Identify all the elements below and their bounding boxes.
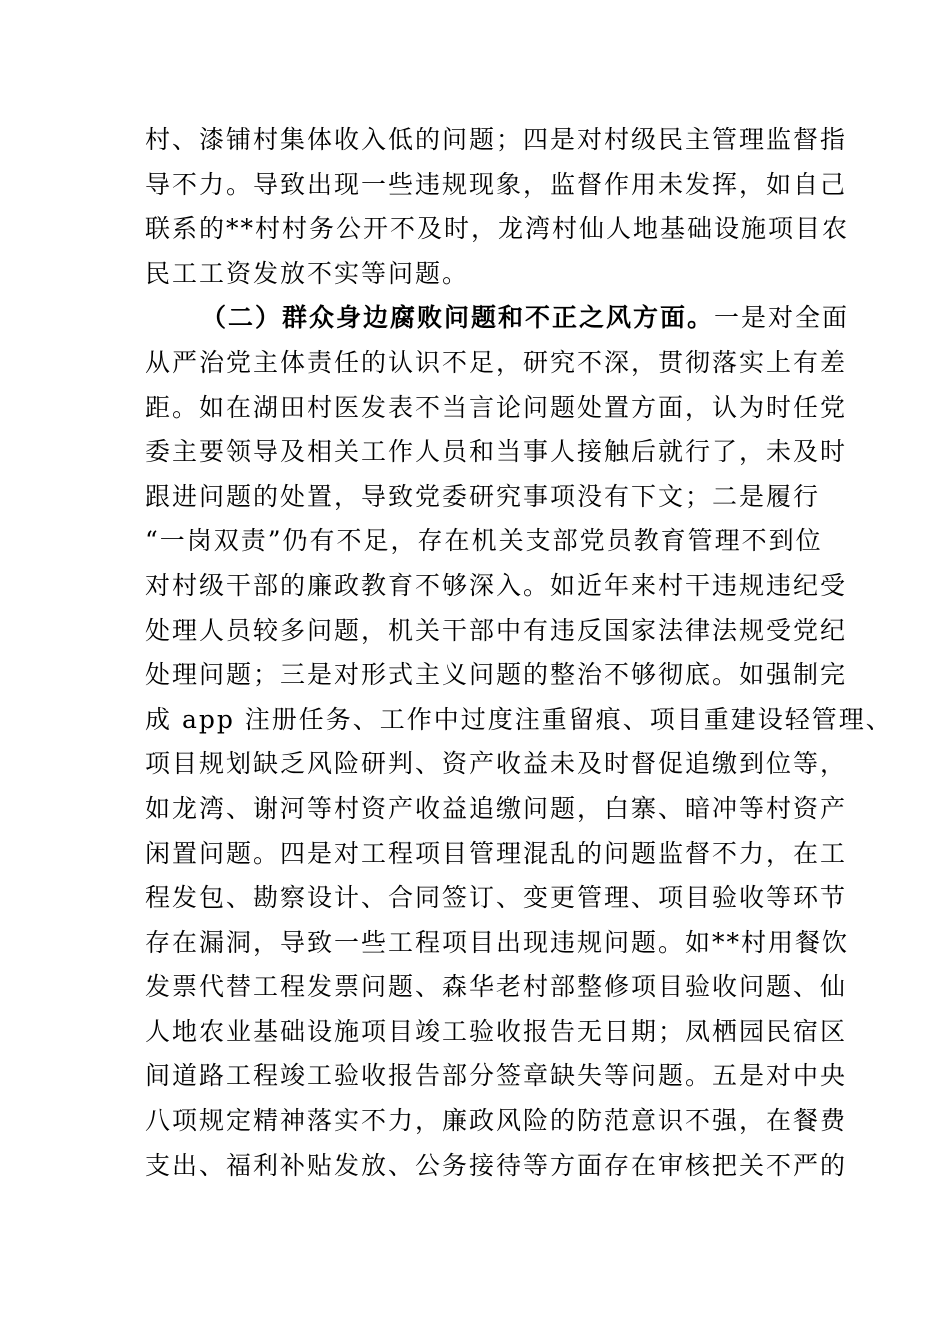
text-line: 八项规定精神落实不力，廉政风险的防范意识不强，在餐费 <box>145 1106 848 1136</box>
text-line: 如龙湾、谢河等村资产收益追缴问题，白寨、暗冲等村资产 <box>145 793 848 823</box>
text-line: 委主要领导及相关工作人员和当事人接触后就行了，未及时 <box>145 437 848 467</box>
paragraph-1 <box>145 118 850 296</box>
text-line: 村、漆铺村集体收入低的问题；四是对村级民主管理监督指 <box>145 125 848 154</box>
document-body <box>145 118 893 1188</box>
text-line: 民工工资发放不实等问题。 <box>145 258 470 288</box>
text-span: 一是对全面 <box>714 303 850 333</box>
text-line: 项目规划缺乏风险研判、资产收益未及时督促追缴到位等， <box>145 749 848 779</box>
text-line: 对村级干部的廉政教育不够深入。如近年来村干违规违纪受 <box>145 570 848 600</box>
text-line: 从严治党主体责任的认识不足，研究不深，贯彻落实上有差 <box>145 347 848 377</box>
paragraph-2 <box>145 296 893 1188</box>
section-heading: （二）群众身边腐败问题和不正之风方面。 <box>201 303 715 333</box>
text-line: 处理人员较多问题，机关干部中有违反国家法律法规受党纪 <box>145 615 848 645</box>
text-line: 人地农业基础设施项目竣工验收报告无日期；凤栖园民宿区 <box>145 1016 848 1046</box>
text-line: 发票代替工程发票问题、森华老村部整修项目验收问题、仙 <box>145 972 848 1002</box>
text-line: 导不力。导致出现一些违规现象，监督作用未发挥，如自己 <box>145 169 848 199</box>
text-line: 程发包、勘察设计、合同签订、变更管理、项目验收等环节 <box>145 883 848 913</box>
text-line: 闲置问题。四是对工程项目管理混乱的问题监督不力，在工 <box>145 838 848 868</box>
text-line: 存在漏洞，导致一些工程项目出现违规问题。如**村用餐饮 <box>145 927 850 957</box>
text-line: “一岗双责”仍有不足，存在机关支部党员教育管理不到位 <box>145 526 823 556</box>
paragraph-2-first-line <box>145 296 850 341</box>
text-line: 联系的**村村务公开不及时，龙湾村仙人地基础设施项目农 <box>145 214 850 244</box>
text-line: 处理问题；三是对形式主义问题的整治不够彻底。如强制完 <box>145 660 848 690</box>
text-line: 间道路工程竣工验收报告部分签章缺失等问题。五是对中央 <box>145 1061 848 1091</box>
text-line: 支出、福利补贴发放、公务接待等方面存在审核把关不严的 <box>145 1150 848 1180</box>
text-line: 跟进问题的处置，导致党委研究事项没有下文；二是履行 <box>145 481 821 511</box>
text-line: 成 app 注册任务、工作中过度注重留痕、项目重建设轻管理、 <box>145 704 893 734</box>
text-line: 距。如在湖田村医发表不当言论问题处置方面，认为时任党 <box>145 392 848 422</box>
